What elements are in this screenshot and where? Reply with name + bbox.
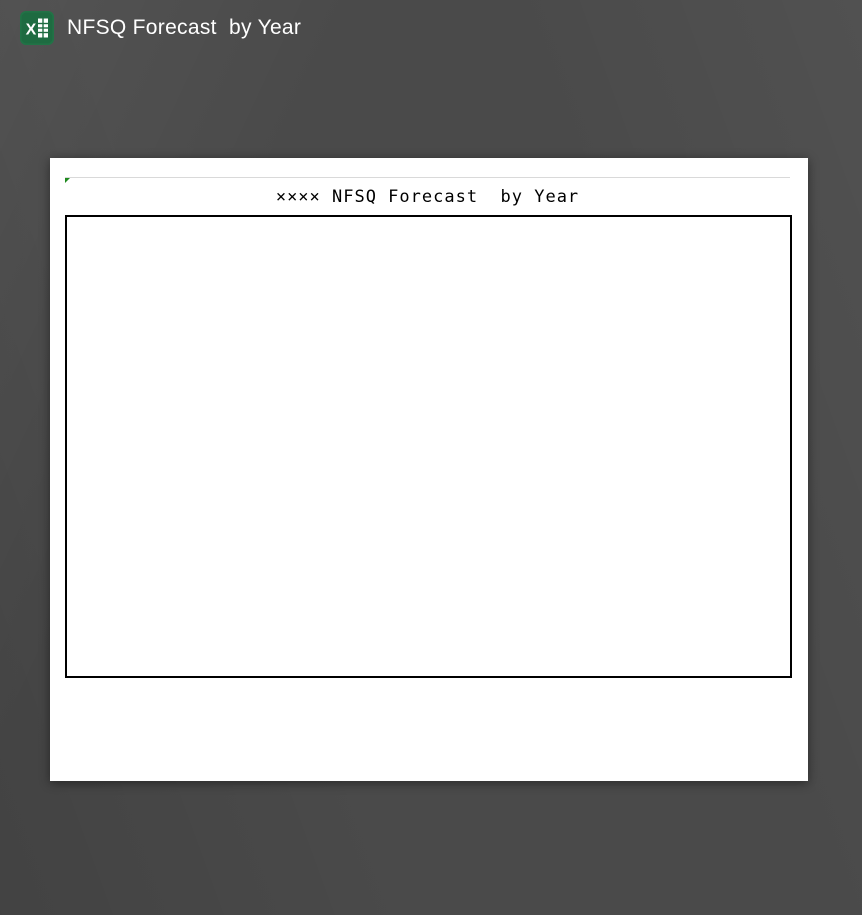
window-title: NFSQ Forecast by Year xyxy=(67,16,302,39)
sheet-title-cell[interactable]: ×××× NFSQ Forecast by Year xyxy=(65,177,790,215)
table-row xyxy=(66,232,791,248)
svg-text:X: X xyxy=(25,21,37,39)
table-row xyxy=(66,313,791,329)
excel-icon xyxy=(20,11,54,45)
table-row xyxy=(66,488,791,502)
window-titlebar xyxy=(20,11,301,45)
table-row xyxy=(65,748,790,762)
forecast-table xyxy=(65,215,792,678)
table-row xyxy=(66,252,791,267)
table-row xyxy=(66,371,791,386)
table-row xyxy=(66,647,791,662)
notes-table xyxy=(65,679,790,762)
table-row xyxy=(66,248,791,252)
table-row xyxy=(66,386,791,401)
table-row xyxy=(66,430,791,444)
forecast-table-body xyxy=(66,216,791,677)
table-row xyxy=(66,267,791,282)
table-row xyxy=(66,662,791,677)
table-row xyxy=(66,617,791,632)
table-row xyxy=(66,530,791,545)
table-row xyxy=(66,416,791,430)
table-row xyxy=(65,679,790,692)
table-row xyxy=(66,474,791,488)
table-row xyxy=(66,516,791,530)
notes-table-body xyxy=(65,679,790,762)
table-row xyxy=(66,573,791,587)
table-row xyxy=(65,692,790,706)
table-row xyxy=(66,632,791,647)
table-row xyxy=(66,343,791,357)
table-row xyxy=(66,357,791,371)
table-row xyxy=(65,734,790,748)
table-row xyxy=(65,720,790,734)
table-row xyxy=(66,545,791,559)
table-row xyxy=(66,559,791,573)
table-row xyxy=(66,297,791,313)
table-row xyxy=(66,282,791,297)
table-row xyxy=(66,444,791,459)
table-row xyxy=(66,602,791,617)
table-row xyxy=(66,587,791,602)
table-row xyxy=(66,216,791,232)
table-row xyxy=(66,401,791,416)
table-row xyxy=(66,329,791,343)
table-row xyxy=(66,502,791,516)
table-row xyxy=(66,459,791,474)
spreadsheet xyxy=(50,158,808,781)
table-row xyxy=(65,706,790,720)
